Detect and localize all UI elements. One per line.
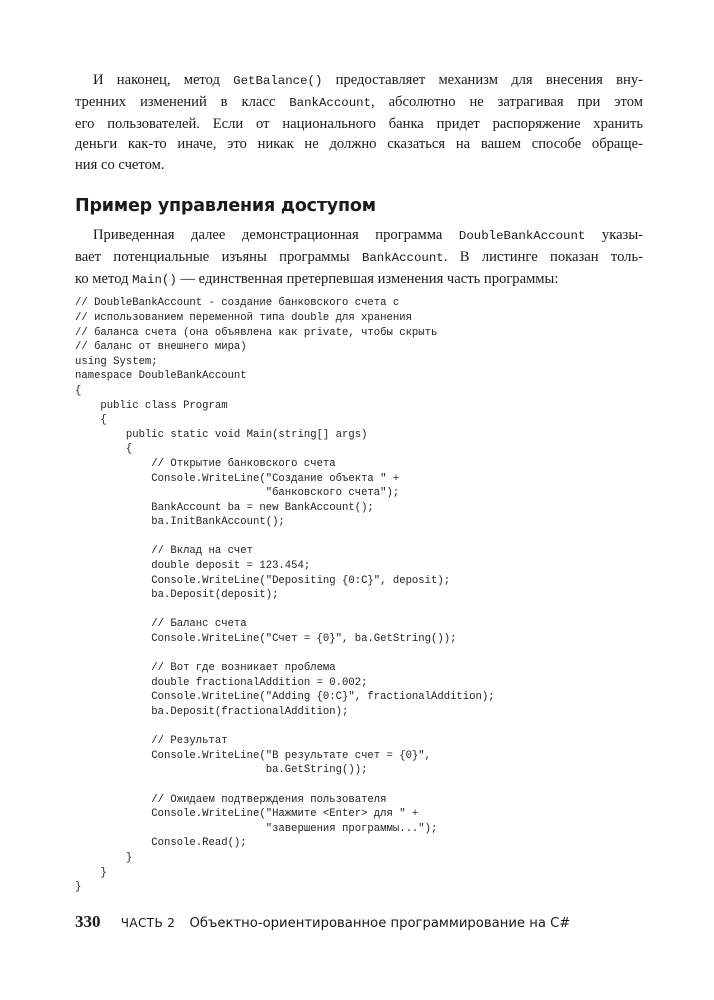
demo-line xyxy=(75,247,643,269)
intro-line xyxy=(75,155,643,176)
chapter-title: Объектно-ориентированное программирование на C# xyxy=(189,916,571,931)
code-line: { xyxy=(75,443,133,456)
intro-line xyxy=(75,70,643,92)
text-run: вает потенциальные изъяны программы xyxy=(75,248,362,265)
text-run: Приведенная далее демонстрационная программа xyxy=(93,226,459,243)
inline-code: GetBalance() xyxy=(233,74,323,88)
code-line: // использованием переменной типа double для хранения xyxy=(75,311,412,324)
code-line: namespace DoubleBankAccount xyxy=(75,370,247,383)
code-line: ba.InitBankAccount(); xyxy=(75,516,285,529)
text-run: указы- xyxy=(585,226,643,243)
code-line xyxy=(75,778,643,793)
text-run: , абсолютно не затрагивая при этом xyxy=(371,93,643,110)
page-body xyxy=(75,70,643,895)
code-line: // Результат xyxy=(75,735,228,748)
code-line: using System; xyxy=(75,355,158,368)
code-line xyxy=(75,530,643,545)
inline-code: Main() xyxy=(132,272,177,287)
code-line: Console.WriteLine("Adding {0:C}", fractionalAddition); xyxy=(75,691,495,704)
text-run: ния со счетом. xyxy=(75,157,165,174)
code-line: } xyxy=(75,881,82,894)
code-line: Console.WriteLine("В результате счет = {0}", xyxy=(75,749,432,762)
intro-line xyxy=(75,92,643,114)
code-line: Console.WriteLine("Depositing {0:C}", deposit); xyxy=(75,574,451,587)
code-line: // Вклад на счет xyxy=(75,545,254,558)
demo-line xyxy=(75,269,643,291)
code-line: ba.Deposit(fractionalAddition); xyxy=(75,706,349,718)
text-run: деньги как-то иначе, это никак не должно сказаться на вашем способе обраще- xyxy=(75,136,643,153)
code-line: ba.GetString()); xyxy=(75,764,368,777)
intro-paragraph xyxy=(75,70,643,176)
code-line: // баланса счета (она объявлена как private, чтобы скрыть xyxy=(75,326,438,339)
inline-code: DoubleBankAccount xyxy=(458,228,586,243)
code-line: ba.Deposit(deposit); xyxy=(75,589,279,602)
code-line: // Открытие банковского счета xyxy=(75,457,336,470)
code-line: { xyxy=(75,414,107,427)
code-line: public static void Main(string[] args) xyxy=(75,428,368,441)
code-listing xyxy=(75,296,643,894)
code-line: // Баланс счета xyxy=(75,618,247,631)
code-line: // Ожидаем подтверждения пользователя xyxy=(75,793,387,806)
code-line: } xyxy=(75,866,107,879)
code-line: Console.WriteLine("Счет = {0}", ba.GetString()); xyxy=(75,633,457,646)
inline-code: BankAccount xyxy=(361,250,444,265)
code-line: Console.Read(); xyxy=(75,837,247,850)
page-number: 330 xyxy=(75,912,101,931)
code-line: { xyxy=(75,384,82,397)
demo-paragraph xyxy=(75,225,643,290)
text-run: предоставляет механизм для внесения вну- xyxy=(322,72,643,88)
intro-line xyxy=(75,134,643,155)
code-line: // Вот где возникает проблема xyxy=(75,662,336,675)
text-run: тренних изменений в класс xyxy=(75,93,290,110)
text-run: ко метод xyxy=(75,270,133,287)
text-run: его пользователей. Если от национального банка придет распоряжение хранить xyxy=(75,115,643,132)
code-line: // баланс от внешнего мира) xyxy=(75,341,247,354)
page-footer xyxy=(75,912,570,932)
code-line: "завершения программы..."); xyxy=(75,822,438,835)
intro-line xyxy=(75,114,643,135)
text-run: — единственная претерпевшая изменения часть программы: xyxy=(176,270,559,287)
code-line xyxy=(75,647,643,662)
text-run: . В листинге показан толь- xyxy=(443,248,643,265)
code-line: BankAccount ba = new BankAccount(); xyxy=(75,501,374,514)
code-line xyxy=(75,603,643,618)
demo-line xyxy=(75,225,643,247)
section-heading: Пример управления доступом xyxy=(75,195,376,216)
code-line xyxy=(75,720,643,735)
code-line: Console.WriteLine("Создание объекта " + xyxy=(75,472,400,485)
text-run: И наконец, метод xyxy=(93,72,234,88)
part-label: ЧАСТЬ 2 xyxy=(120,916,176,930)
code-line: double fractionalAddition = 0.002; xyxy=(75,676,368,689)
code-line: Console.WriteLine("Нажмите <Enter> для " + xyxy=(75,808,419,821)
code-line: } xyxy=(75,851,133,864)
code-line: public class Program xyxy=(75,399,228,412)
inline-code: BankAccount xyxy=(289,95,372,110)
code-line: "банковского счета"); xyxy=(75,487,400,500)
code-line: double deposit = 123.454; xyxy=(75,560,311,573)
code-line: // DoubleBankAccount - создание банковского счета с xyxy=(75,297,400,310)
